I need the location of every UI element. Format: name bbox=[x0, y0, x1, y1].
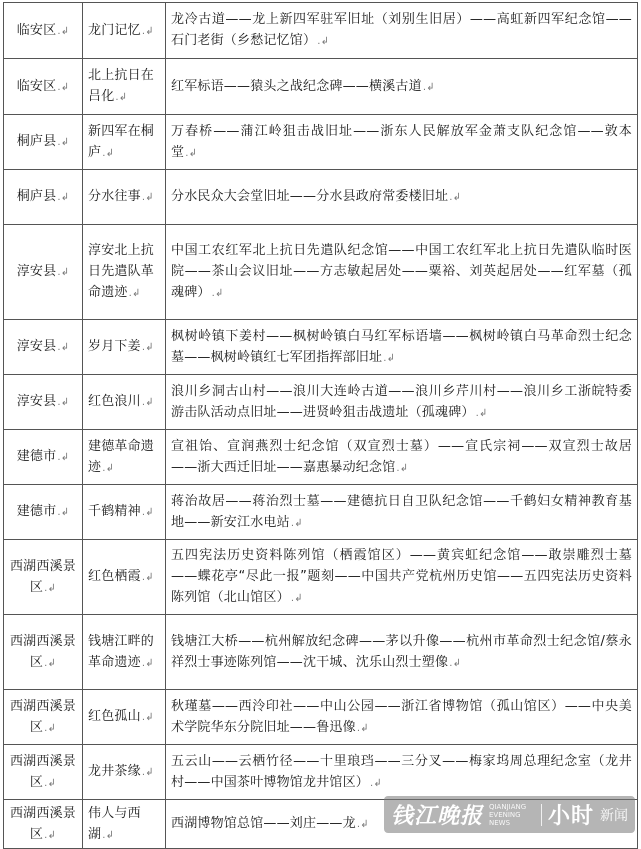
theme-cell-text: 新四军在桐庐 bbox=[88, 123, 155, 160]
region-cell-text: 桐庐县 bbox=[16, 134, 57, 149]
region-cell bbox=[4, 320, 83, 375]
paragraph-mark-icon: .↲ bbox=[128, 288, 141, 299]
route-cell-text: 五云山——云栖竹径——十里琅珰——三分叉——梅家坞周总理纪念室（龙井村——中国茶叶博物馆龙井馆区） bbox=[171, 753, 632, 790]
route-cell bbox=[166, 170, 638, 225]
region-cell bbox=[4, 170, 83, 225]
paragraph-mark-icon: .↲ bbox=[290, 593, 303, 604]
route-cell bbox=[166, 690, 638, 745]
paragraph-mark-icon: .↲ bbox=[449, 657, 462, 669]
route-cell-text: 龙冷古道——龙上新四军驻军旧址（刘别生旧居）——高虹新四军纪念馆——石门老街（乡愁记忆馆） bbox=[171, 12, 632, 48]
table-row bbox=[4, 225, 638, 320]
region-cell-text: 西湖西溪景区 bbox=[9, 805, 76, 842]
theme-cell bbox=[83, 3, 166, 59]
region-cell bbox=[4, 800, 83, 849]
route-cell-text: 万春桥——蒲江岭狙击战旧址——浙东人民解放军金萧支队纪念馆——敦本堂 bbox=[171, 123, 632, 160]
region-cell bbox=[4, 3, 83, 59]
table-row bbox=[4, 540, 638, 615]
paragraph-mark-icon: .↲ bbox=[102, 829, 115, 841]
paragraph-mark-icon: .↲ bbox=[115, 92, 128, 103]
theme-cell-text: 淳安北上抗日先遣队革命遗迹 bbox=[88, 243, 155, 300]
region-cell-text: 淳安县 bbox=[16, 264, 57, 279]
route-cell-text: 枫树岭镇下姜村——枫树岭镇白马红军标语墙——枫树岭镇白马革命烈士纪念墓——枫树岭镇红七军团指挥部旧址 bbox=[171, 328, 632, 365]
theme-cell-text: 红色浪川 bbox=[88, 394, 141, 409]
table-row bbox=[4, 3, 638, 59]
theme-cell-text: 北上抗日在吕化 bbox=[88, 68, 155, 104]
theme-cell bbox=[83, 170, 166, 225]
table-row bbox=[4, 615, 638, 690]
watermark-brand: 小时 bbox=[547, 804, 594, 829]
paragraph-mark-icon: .↲ bbox=[449, 192, 462, 203]
theme-cell bbox=[83, 540, 166, 615]
theme-cell-text: 龙门记忆 bbox=[88, 22, 141, 38]
paragraph-mark-icon: .↲ bbox=[44, 777, 57, 789]
route-cell-text: 浪川乡洞古山村——浪川大连岭古道——浪川乡芹川村——浪川乡工浙皖特委游击队活动点旧址——进贤岭狙击战遗址（孤魂碑） bbox=[171, 383, 632, 420]
theme-cell-text: 千鹤精神 bbox=[88, 504, 141, 519]
table-row bbox=[4, 690, 638, 745]
route-cell-text: 蒋治故居——蒋治烈士墓——建德抗日自卫队纪念馆——千鹤妇女精神教育基地——新安江水电站 bbox=[171, 493, 632, 530]
watermark-subtitle: QIANJIANG EVENING NEWS bbox=[488, 802, 527, 827]
region-cell bbox=[4, 540, 83, 615]
region-cell bbox=[4, 615, 83, 690]
route-cell bbox=[166, 615, 638, 690]
paragraph-mark-icon: .↲ bbox=[57, 81, 70, 93]
table-row bbox=[4, 745, 638, 800]
paragraph-mark-icon: .↲ bbox=[141, 657, 154, 669]
theme-cell bbox=[83, 375, 166, 430]
paragraph-mark-icon: .↲ bbox=[141, 342, 154, 353]
theme-cell bbox=[83, 430, 166, 485]
route-cell bbox=[166, 320, 638, 375]
theme-cell-text: 伟人与西湖 bbox=[88, 805, 141, 842]
route-table bbox=[3, 2, 638, 849]
route-cell bbox=[166, 59, 638, 115]
theme-cell-text: 龙井茶缘 bbox=[88, 764, 141, 779]
route-cell bbox=[166, 430, 638, 485]
table-row bbox=[4, 320, 638, 375]
paragraph-mark-icon: .↲ bbox=[141, 507, 154, 518]
route-cell-text: 西湖博物馆总馆——刘庄——龙 bbox=[171, 816, 356, 831]
region-cell-text: 临安区 bbox=[16, 22, 57, 38]
region-cell-text: 西湖西溪景区 bbox=[9, 698, 76, 735]
route-cell bbox=[166, 225, 638, 320]
region-cell bbox=[4, 430, 83, 485]
paragraph-mark-icon: .↲ bbox=[44, 829, 57, 841]
paragraph-mark-icon: .↲ bbox=[141, 192, 154, 203]
region-cell bbox=[4, 745, 83, 800]
region-cell bbox=[4, 375, 83, 430]
paragraph-mark-icon: .↲ bbox=[422, 81, 435, 93]
theme-cell bbox=[83, 800, 166, 849]
paragraph-mark-icon: .↲ bbox=[141, 712, 154, 723]
watermark bbox=[384, 796, 635, 833]
route-cell-text: 分水民众大会堂旧址——分水县政府常委楼旧址 bbox=[171, 189, 449, 204]
paragraph-mark-icon: .↲ bbox=[356, 722, 369, 734]
theme-cell-text: 分水往事 bbox=[88, 189, 141, 204]
paragraph-mark-icon: .↲ bbox=[383, 352, 396, 364]
paragraph-mark-icon: .↲ bbox=[44, 582, 57, 594]
table-row bbox=[4, 115, 638, 170]
region-cell-text: 建德市 bbox=[16, 504, 57, 519]
region-cell-text: 临安区 bbox=[16, 78, 57, 94]
paragraph-mark-icon: .↲ bbox=[370, 777, 382, 789]
table-row bbox=[4, 375, 638, 430]
table-row bbox=[4, 485, 638, 540]
region-cell bbox=[4, 59, 83, 115]
route-cell-text: 红军标语——猿头之战纪念碑——横溪古道 bbox=[171, 78, 422, 94]
region-cell bbox=[4, 485, 83, 540]
region-cell-text: 建德市 bbox=[16, 449, 57, 464]
route-cell-text: 宣祖饴、宣润燕烈士纪念馆（双宣烈士墓）——宣氏宗祠——双宣烈士故居——浙大西迁旧址——嘉惠暴动纪念馆 bbox=[171, 438, 632, 475]
paragraph-mark-icon: .↲ bbox=[57, 25, 70, 37]
theme-cell bbox=[83, 225, 166, 320]
watermark-logo: 钱江晚报 bbox=[390, 803, 483, 829]
region-cell bbox=[4, 115, 83, 170]
paragraph-mark-icon: .↲ bbox=[317, 36, 330, 47]
paragraph-mark-icon: .↲ bbox=[57, 452, 70, 463]
theme-cell-text: 红色栖霞 bbox=[88, 569, 141, 584]
table-row bbox=[4, 170, 638, 225]
region-cell bbox=[4, 225, 83, 320]
theme-cell bbox=[83, 615, 166, 690]
route-table-body bbox=[4, 3, 638, 849]
paragraph-mark-icon: .↲ bbox=[475, 407, 488, 419]
route-cell-text: 五四宪法历史资料陈列馆（栖霞馆区）——黄宾虹纪念馆——敢崇雕烈士墓——蝶花亭“尽此一报”题刻——中国共产党杭州历史馆——五四宪法历史资料陈列馆（北山馆区） bbox=[171, 548, 632, 605]
paragraph-mark-icon: .↲ bbox=[356, 819, 369, 830]
region-cell-text: 西湖西溪景区 bbox=[9, 558, 76, 595]
paragraph-mark-icon: .↲ bbox=[44, 657, 57, 669]
theme-cell bbox=[83, 320, 166, 375]
theme-cell bbox=[83, 59, 166, 115]
paragraph-mark-icon: .↲ bbox=[57, 192, 70, 203]
paragraph-mark-icon: .↲ bbox=[57, 397, 70, 408]
paragraph-mark-icon: .↲ bbox=[102, 147, 115, 159]
region-cell-text: 西湖西溪景区 bbox=[9, 633, 76, 670]
route-cell bbox=[166, 485, 638, 540]
paragraph-mark-icon: .↲ bbox=[141, 572, 154, 583]
theme-cell-text: 钱塘江畔的革命遗迹 bbox=[88, 633, 155, 670]
paragraph-mark-icon: .↲ bbox=[396, 462, 409, 474]
theme-cell bbox=[83, 690, 166, 745]
table-row bbox=[4, 59, 638, 115]
route-cell bbox=[166, 3, 638, 59]
paragraph-mark-icon: .↲ bbox=[290, 517, 303, 529]
paragraph-mark-icon: .↲ bbox=[185, 147, 198, 159]
paragraph-mark-icon: .↲ bbox=[57, 507, 70, 518]
paragraph-mark-icon: .↲ bbox=[102, 462, 115, 474]
region-cell-text: 淳安县 bbox=[16, 394, 57, 409]
route-cell bbox=[166, 745, 638, 800]
paragraph-mark-icon: .↲ bbox=[57, 267, 70, 278]
paragraph-mark-icon: .↲ bbox=[57, 137, 70, 148]
region-cell bbox=[4, 690, 83, 745]
paragraph-mark-icon: .↲ bbox=[141, 25, 154, 37]
paragraph-mark-icon: .↲ bbox=[211, 288, 224, 299]
region-cell-text: 桐庐县 bbox=[16, 189, 57, 204]
theme-cell-text: 岁月下姜 bbox=[88, 339, 141, 354]
region-cell-text: 西湖西溪景区 bbox=[9, 753, 76, 790]
theme-cell bbox=[83, 115, 166, 170]
paragraph-mark-icon: .↲ bbox=[44, 722, 57, 734]
watermark-news: 新闻 bbox=[600, 807, 628, 824]
route-cell-text: 中国工农红军北上抗日先遣队纪念馆——中国工农红军北上抗日先遣队临时医院——茶山会议旧址——方志敏起居处——粟裕、刘英起居处——红军墓（孤魂碑） bbox=[171, 243, 632, 300]
paragraph-mark-icon: .↲ bbox=[141, 767, 154, 778]
theme-cell-text: 建德革命遗迹 bbox=[88, 438, 155, 475]
route-cell bbox=[166, 540, 638, 615]
theme-cell bbox=[83, 485, 166, 540]
route-cell-text: 秋瑾墓——西泠印社——中山公园——浙江省博物馆（孤山馆区）——中央美术学院华东分院旧址——鲁迅像 bbox=[171, 698, 632, 735]
region-cell-text: 淳安县 bbox=[16, 339, 57, 354]
route-cell bbox=[166, 115, 638, 170]
route-cell bbox=[166, 375, 638, 430]
watermark-divider bbox=[541, 804, 542, 826]
paragraph-mark-icon: .↲ bbox=[57, 342, 70, 353]
paragraph-mark-icon: .↲ bbox=[141, 397, 154, 408]
table-row bbox=[4, 430, 638, 485]
theme-cell bbox=[83, 745, 166, 800]
theme-cell-text: 红色孤山 bbox=[88, 709, 141, 724]
route-cell-text: 钱塘江大桥——杭州解放纪念碑——茅以升像——杭州市革命烈士纪念馆/蔡永祥烈士事迹陈列馆——沈干城、沈乐山烈士塑像 bbox=[171, 633, 632, 670]
